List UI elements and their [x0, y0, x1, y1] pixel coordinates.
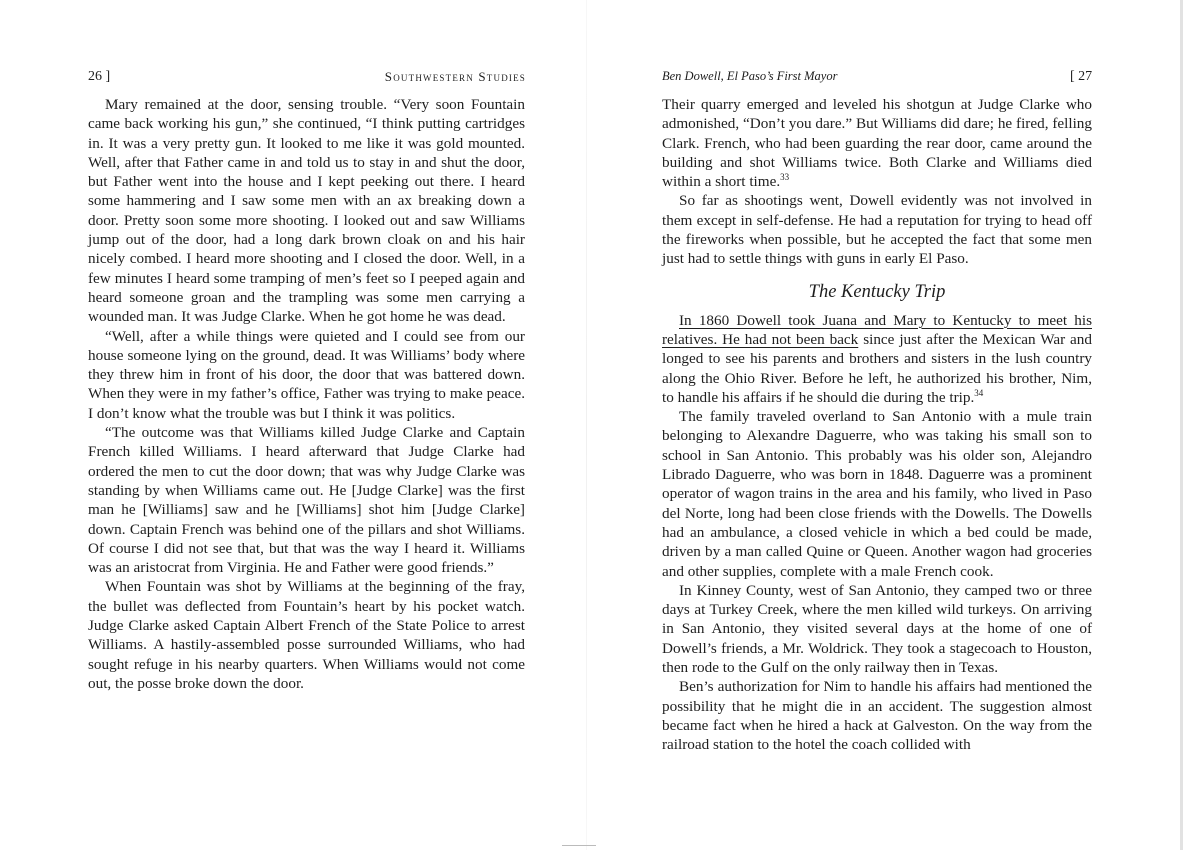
section-heading: The Kentucky Trip [808, 281, 946, 302]
right-paragraph-6: Ben’s authorization for Nim to handle his affairs had mentioned the possibility that he might die in an accident. The suggestion almost became fact when he hired a hack at Galveston. On the way from the railroad station to the hotel the coach collided with [662, 678, 1092, 754]
right-paragraph-2: So far as shootings went, Dowell evidently was not involved in them except in self-defense. He had a reputation for trying to head off the fireworks when possible, but he accepted the fact that some men just had to settle things with guns in early El Paso. [662, 192, 1092, 268]
right-page-body [662, 95, 1092, 755]
footnote-ref-34: 34 [974, 387, 984, 398]
binding-mark [562, 845, 596, 846]
left-paragraph-2: “Well, after a while things were quieted and I could see from our house someone lying on the ground, dead. It was Williams’ body where they threw him in front of his door, the door that was battered down. When they were in my father’s office, Father was trying to make peace. I don’t know what the trouble was but I think it was politics. [88, 327, 525, 422]
left-paragraph-3: “The outcome was that Williams killed Judge Clarke and Captain French killed Williams. I heard afterward that Judge Clarke had ordered the men to cut the door down; that was why Judge Clarke was standing by when Williams came out. He [Judge Clarke] was the first man he [Williams] saw and he [Williams] shot him [Judge Clarke] down. Captain French was behind one of the pillars and shot Williams. Of course I did not see that, but that was the way I heard it. Williams was an aristocrat from Virginia. He and Father were good friends.” [88, 424, 525, 577]
right-paragraph-5: In Kinney County, west of San Antonio, they camped two or three days at Turkey Creek, where the men killed wild turkeys. On arriving in San Antonio, they visited several days at the home of one of Dowell’s friends, a Mr. Woldrick. They took a stagecoach to Houston, then rode to the Gulf on the only railway then in Texas. [662, 581, 1092, 677]
right-paragraph-3-text: since just after the Mexican War and longed to see his parents and brothers and sisters in the lush country along the Ohio River. Before he left, he authorized his brother, Nim, to handle his affairs if he should die during the trip. [662, 330, 1092, 406]
left-page-body [88, 95, 525, 693]
right-paragraph-1-text: Their quarry emerged and leveled his shotgun at Judge Clarke who admonished, “Don’t you dare.” But Williams did dare; he fired, felling Clark. French, who had been guarding the rear door, came around the building and shot Williams twice. Both Clarke and Williams died within a short time. [662, 96, 1092, 191]
footnote-ref-33: 33 [780, 172, 790, 183]
left-running-head: Southwestern Studies [384, 69, 526, 84]
underlined-passage: In 1860 Dowell took Juana and Mary to Kentucky to meet his relatives. He had not been back [662, 311, 1092, 348]
left-page-number: 26 ] [88, 69, 111, 84]
right-running-head: Ben Dowell, El Paso’s First Mayor [662, 69, 838, 83]
right-paragraph-4: The family traveled overland to San Antonio with a mule train belonging to Alexandre Daguerre, who was taking his small son to school in San Antonio. This probably was his older son, Alejandro Librado Daguerre, who was born in 1848. Daguerre was a prominent operator of wagon trains in the area and his family, who lived in Paso del Norte, long had been close friends with the Dowells. The Dowells had an ambulance, a closed vehicle in which a bed could be made, driven by a man called Quine or Queen. Another wagon had groceries and other supplies, complete with a male French cook. [662, 408, 1092, 580]
left-paragraph-4: When Fountain was shot by Williams at the beginning of the fray, the bullet was deflected from Fountain’s heart by his pocket watch. Judge Clarke asked Captain Albert French of the State Police to arrest Williams. A hastily-assembled posse surrounded Williams, who had sought refuge in his nearby quarters. When Williams would not come out, the posse broke down the door. [88, 578, 525, 692]
left-paragraph-1: Mary remained at the door, sensing trouble. “Very soon Fountain came back working his gun,” she continued, “I think putting cartridges in. It was a very pretty gun. It looked to me like it was gold mounted. Well, after that Father came in and told us to stay in and shut the door, but Father went into the house and I kept peeking out there. I heard some hammering and I saw some men with an ax breaking down a door. Pretty soon some more shooting. I looked out and saw Williams jump out of the door, had a long dark brown cloak on and his hair nicely combed. I heard more shooting and I closed the door. Well, in a few minutes I heard some tramping of men’s feet so I peeped again and heard someone groan and the trampling was some men carrying a wounded man. It was Judge Clarke. When he got home he was dead. [88, 96, 525, 326]
page-gutter [586, 0, 587, 850]
right-paragraph-3 [662, 311, 1092, 407]
right-page-number: [ 27 [1070, 69, 1093, 84]
right-paragraph-1 [662, 95, 1092, 191]
